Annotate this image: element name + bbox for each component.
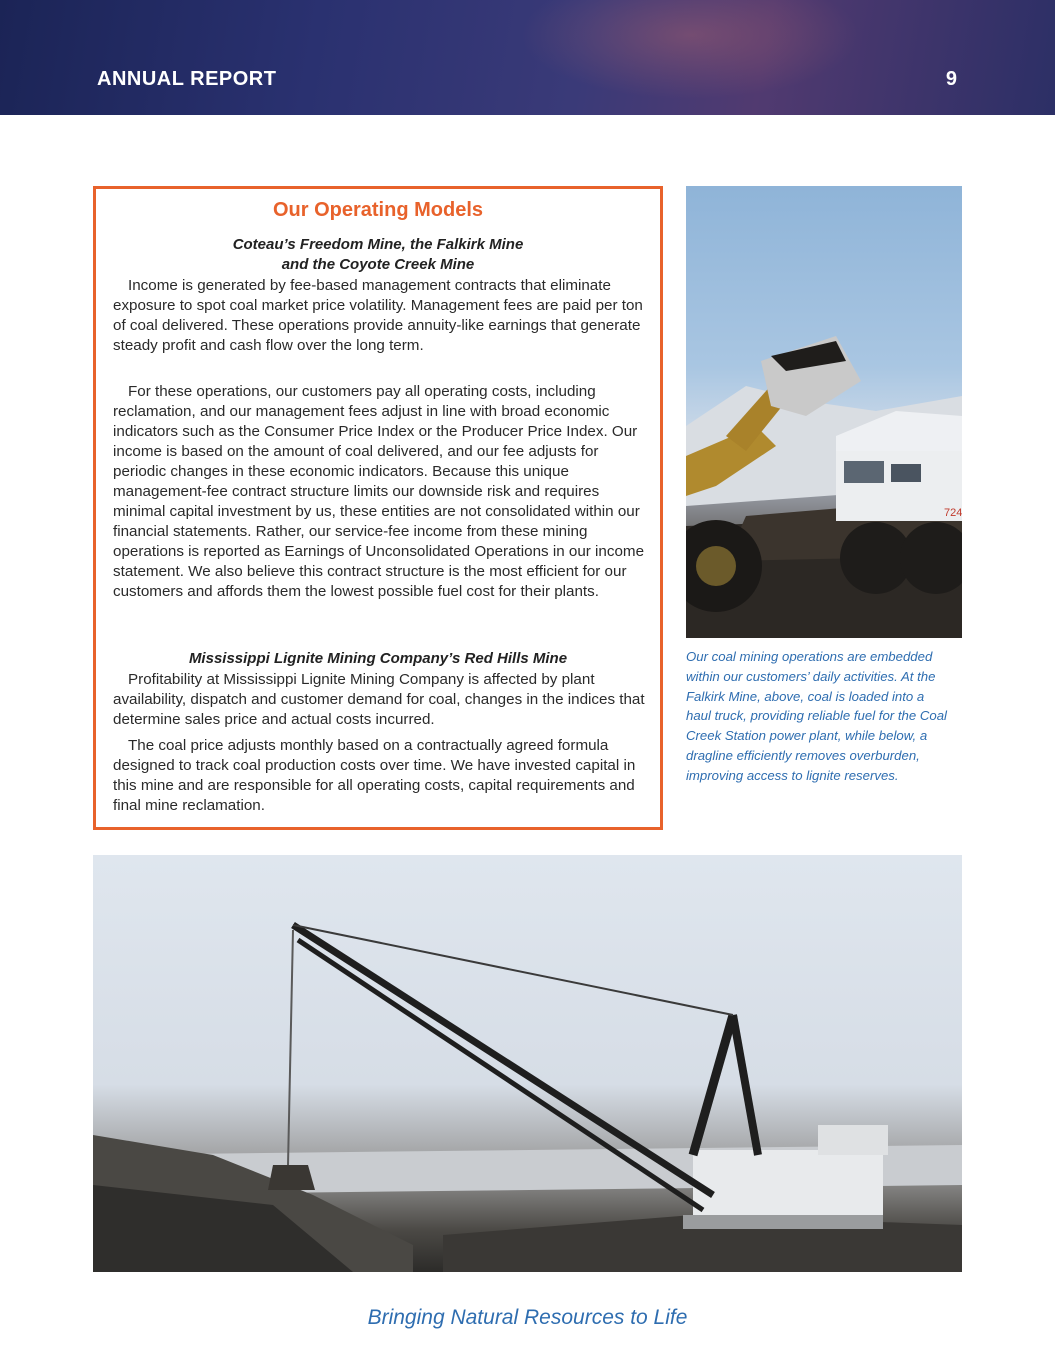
operating-models-box xyxy=(93,186,663,830)
section2-paragraph-2: The coal price adjusts monthly based on a contractually agreed formula designed to track coal production costs over time. We have invested capital in this mine and are responsible for all operating costs, capital requirements and final mine reclamation. xyxy=(113,737,636,814)
header-band xyxy=(0,0,1055,115)
header-sky-glow xyxy=(520,0,860,100)
footer-tagline: Bringing Natural Resources to Life xyxy=(367,1306,688,1329)
photo-caption: Our coal mining operations are embedded within our customers’ daily activities. At the Falkirk Mine, above, coal is loaded into a haul truck, providing reliable fuel for the Coal Creek Station power plant, while below, a dragline efficiently removes overburden, improving access to lignite reserves. xyxy=(686,649,947,783)
report-title: ANNUAL REPORT xyxy=(97,68,277,90)
section2-heading: Mississippi Lignite Mining Company’s Red Hills Mine xyxy=(188,650,568,667)
haul-truck-loading-photo xyxy=(686,186,962,638)
section1-heading-line1: Coteau’s Freedom Mine, the Falkirk Mine xyxy=(232,236,524,253)
dragline-photo xyxy=(93,855,962,1272)
operating-models-title: Our Operating Models xyxy=(272,199,484,221)
section2-paragraph-1: Profitability at Mississippi Lignite Mining Company is affected by plant availability, dispatch and customer demand for coal, changes in the indices that determine sales price and actual costs incurred. xyxy=(113,671,645,728)
haul-truck-loading-illustration xyxy=(686,186,962,638)
truck-number: 724 xyxy=(944,507,962,519)
page-number: 9 xyxy=(945,68,957,90)
section1-paragraph-2: For these operations, our customers pay all operating costs, including reclamation, and our management fees adjust in line with broad economic indicators such as the Consumer Price Index or the Producer Price Index. Our income is based on the amount of coal delivered, and our fee adjusts for periodic changes in these economic indicators. Because this unique management-fee contract structure limits our downside risk and requires minimal capital investment by us, these entities are not consolidated within our financial statements. Rather, our service-fee income from these mining operations is reported as Earnings of Unconsolidated Operations in our income statement. We also believe this contract structure is the most efficient for our customers and affords them the lowest possible fuel cost for their plants. xyxy=(113,383,645,600)
dragline-illustration xyxy=(93,855,962,1272)
section1-heading-line2: and the Coyote Creek Mine xyxy=(281,256,475,273)
section1-paragraph-1: Income is generated by fee-based management contracts that eliminate exposure to spot coal market price volatility. Management fees are paid per ton of coal delivered. These operations provide annuity-like earnings that generate steady profit and cash flow over the long term. xyxy=(113,277,643,354)
